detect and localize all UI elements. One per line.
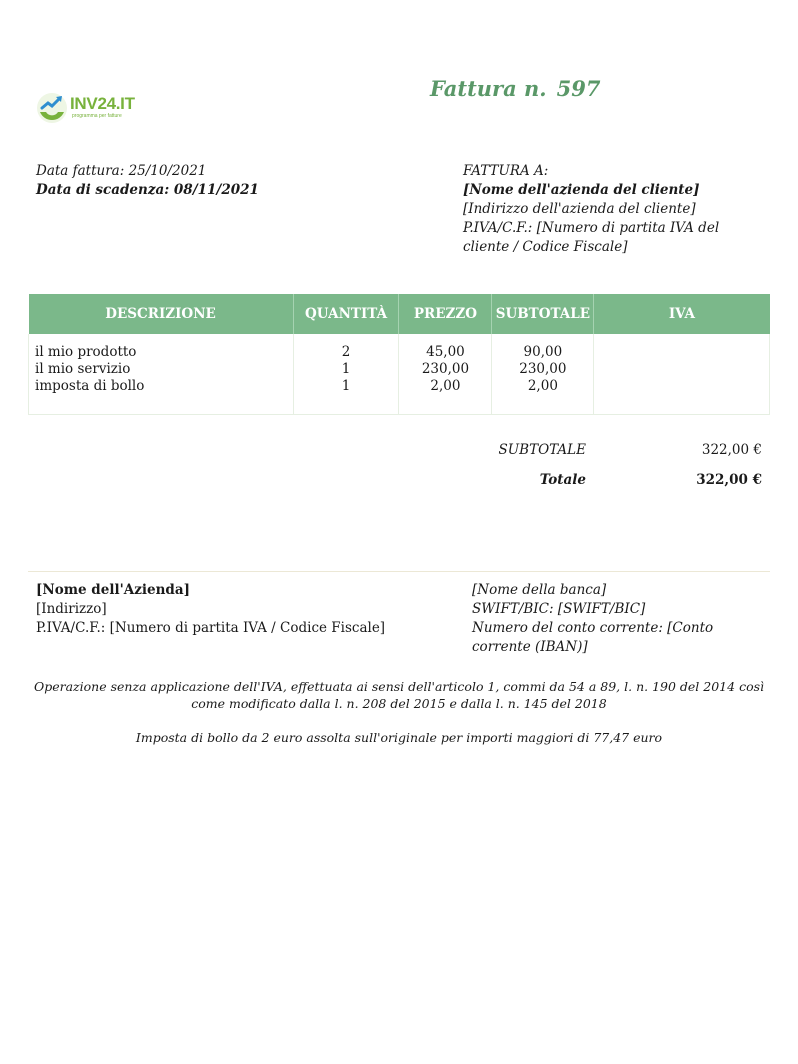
invoice-title-label: Fattura n. [430,76,547,101]
item-quantity: 1 [341,378,351,394]
bank-account: Numero del conto corrente: [Conto corrente (IBAN)] [472,620,714,655]
item-subtotal: 90,00 [523,344,563,360]
issuer-address: [Indirizzo] [36,601,107,617]
client-name: [Nome dell'azienda del cliente] [463,182,700,198]
col-header-vat: IVA [594,294,770,334]
issuer-name: [Nome dell'Azienda] [36,582,190,598]
bill-to-heading: FATTURA A: [463,163,549,179]
bank-swift: SWIFT/BIC: [SWIFT/BIC] [472,601,646,617]
item-quantity: 2 [341,344,351,360]
footer-divider [28,571,770,572]
item-description: imposta di bollo [35,378,145,394]
stamp-duty-note: Imposta di bollo da 2 euro assolta sull'originale per importi maggiori di 77,47 euro [135,730,663,745]
company-logo [36,92,136,126]
client-vat: P.IVA/C.F.: [Numero di partita IVA del cliente / Codice Fiscale] [463,220,720,255]
price-cell [399,334,492,415]
item-quantity: 1 [341,361,351,377]
table-row [29,334,770,415]
bill-to [463,162,763,257]
invoice-number: 597 [556,76,601,101]
col-header-quantity: QUANTITÀ [293,294,399,334]
col-header-description: DESCRIZIONE [29,294,294,334]
invoice-title [430,76,600,101]
vat-cell [594,334,770,415]
item-subtotal: 2,00 [527,378,558,394]
item-subtotal: 230,00 [519,361,567,377]
quantity-cell [293,334,399,415]
subtotal-label: SUBTOTALE [498,442,586,458]
col-header-price: PREZZO [399,294,492,334]
logo-tagline: programma per fatture [72,113,122,119]
subtotal-cell [492,334,594,415]
item-description: il mio servizio [35,361,131,377]
description-cell [29,334,294,415]
vat-exemption-note: Operazione senza applicazione dell'IVA, effettuata ai sensi dell'articolo 1, commi da 54 a 89, l. n. 190 del 2014 così come modificato dalla l. n. 208 del 2015 e dalla l. n. 145 del 2018 [33,679,765,711]
item-price: 2,00 [430,378,461,394]
col-header-subtotal: SUBTOTALE [492,294,594,334]
table-header-row [29,294,770,334]
issuer-vat: P.IVA/C.F.: [Numero di partita IVA / Codice Fiscale] [36,620,386,636]
due-date: Data di scadenza: 08/11/2021 [36,182,259,198]
item-price: 230,00 [421,361,470,377]
issuer-details [36,581,385,638]
inv24-logo-icon [36,92,68,124]
item-description: il mio prodotto [35,344,137,360]
items-table [28,294,770,415]
logo-brand: INV24.IT [70,94,135,113]
invoice-dates [36,162,259,200]
total-value: 322,00 € [696,472,762,488]
subtotal-value: 322,00 € [701,442,762,458]
invoice-date: Data fattura: 25/10/2021 [36,163,207,179]
bank-details [472,581,762,657]
total-label: Totale [539,472,586,488]
bank-name: [Nome della banca] [472,582,607,598]
client-address: [Indirizzo dell'azienda del cliente] [463,201,696,217]
item-price: 45,00 [426,344,465,360]
